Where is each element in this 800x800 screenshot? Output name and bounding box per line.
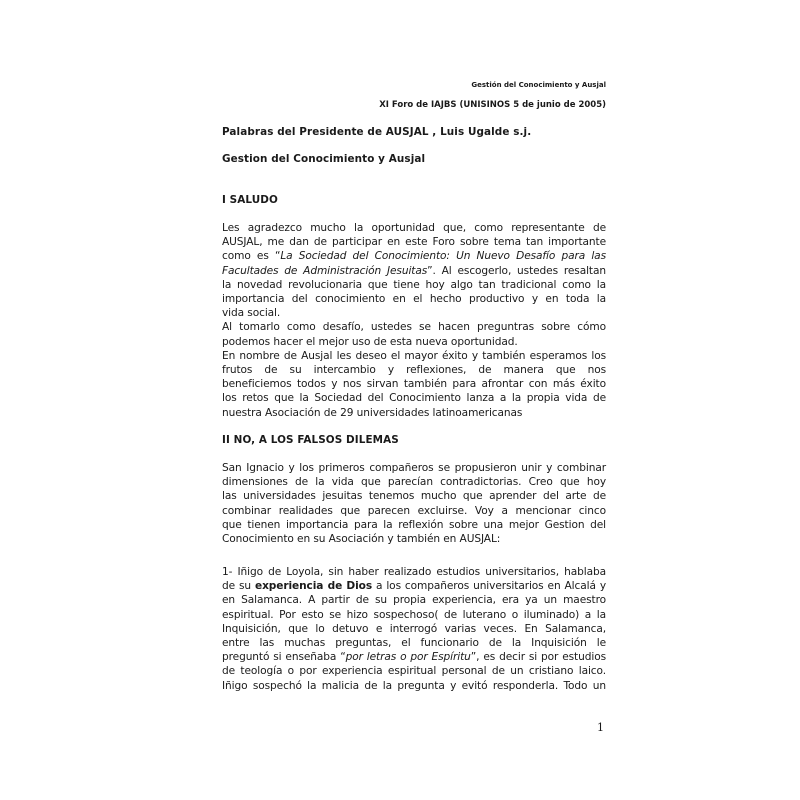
text-run: Iñigo sospechó la malicia de la pregunta y evitó responderla. Todo un — [222, 679, 606, 692]
text-run: preguntó si enseñaba “ — [222, 651, 346, 664]
text-run: Al tomarlo como desafío, ustedes se hacen preguntras sobre cómo — [222, 321, 606, 334]
text-line — [222, 650, 606, 664]
text-line — [222, 636, 606, 650]
text-line — [222, 292, 606, 306]
text-line — [222, 377, 606, 391]
page-number: 1 — [597, 721, 604, 734]
running-header-title: Gestión del Conocimiento y Ausjal — [471, 81, 606, 89]
running-header-event: XI Foro de IAJBS (UNISINOS 5 de junio de 2005) — [379, 100, 606, 110]
text-line — [222, 320, 606, 334]
emphasis-bold: experiencia de Dios — [254, 580, 373, 593]
text-line — [222, 475, 606, 489]
text-run: ”, es decir si por estudios — [470, 651, 606, 664]
text-line — [222, 579, 606, 593]
text-run: la novedad revolucionaria que tiene hoy algo tan tradicional como la — [222, 278, 606, 291]
text-line — [222, 406, 606, 420]
text-line — [222, 565, 606, 579]
text-line — [222, 664, 606, 678]
text-line — [222, 363, 606, 377]
text-run: como es “ — [222, 250, 281, 263]
paragraph-loyola — [222, 565, 606, 693]
text-run: importancia del conocimiento en el hecho productivo y en toda la — [222, 293, 606, 306]
text-line — [222, 622, 606, 636]
text-line — [222, 504, 606, 518]
section-heading-falsos-dilemas: II NO, A LOS FALSOS DILEMAS — [222, 434, 399, 446]
text-run: a los compañeros universitarios en Alcalá y — [372, 580, 606, 593]
text-run: vida social. — [222, 307, 281, 320]
text-line — [222, 679, 606, 693]
text-line — [222, 264, 606, 278]
emphasis-italic: Facultades de Administración Jesuitas — [222, 264, 428, 277]
text-line — [222, 593, 606, 607]
text-line — [222, 518, 606, 532]
text-run: combinar realidades que parecen excluirse. Voy a mencionar cinco — [222, 504, 606, 517]
text-run: que tienen importancia para la reflexión sobre una mejor Gestion del — [222, 518, 606, 531]
text-run: dimensiones de la vida que parecían contradictorias. Creo que hoy — [222, 476, 606, 489]
text-run: en Salamanca. A partir de su propia experiencia, era ya un maestro — [222, 594, 606, 607]
text-run: San Ignacio y los primeros compañeros se propusieron unir y combinar — [222, 462, 606, 474]
text-run: Conocimiento en su Asociación y también en AUSJAL: — [222, 533, 501, 546]
text-line — [222, 335, 606, 349]
text-line — [222, 391, 606, 405]
text-line — [222, 235, 606, 249]
text-run: 1- Iñigo de Loyola, sin haber realizado estudios universitarios, hablaba — [222, 566, 606, 578]
text-line — [222, 608, 606, 622]
text-line — [222, 306, 606, 320]
emphasis-italic: por letras o por Espíritu — [345, 651, 471, 664]
text-run: de su — [222, 580, 255, 593]
text-line — [222, 278, 606, 292]
text-line — [222, 349, 606, 363]
topic-title: Gestion del Conocimiento y Ausjal — [222, 153, 426, 165]
text-line — [222, 221, 606, 235]
emphasis-italic: La Sociedad del Conocimiento: Un Nuevo Desafío para las — [280, 250, 606, 263]
text-run: espiritual. Por esto se hizo sospechoso( de luterano o iluminado) a la — [222, 608, 606, 621]
text-run: ”. Al escogerlo, ustedes resaltan — [427, 264, 606, 277]
text-run: Les agradezco mucho la oportunidad que, como representante de — [222, 222, 606, 234]
text-line — [222, 489, 606, 503]
text-run: de teología o por experiencia espiritual personal de un cristiano laico. — [222, 665, 606, 678]
text-run: nuestra Asociación de 29 universidades latinoamericanas — [222, 406, 523, 419]
paragraph-intro-dilemas — [222, 461, 606, 546]
paragraph-saludo — [222, 221, 606, 420]
section-heading-saludo: I SALUDO — [222, 194, 278, 206]
text-run: En nombre de Ausjal les deseo el mayor éxito y también esperamos los — [222, 349, 606, 362]
text-run: frutos de su intercambio y reflexiones, de manera que nos — [222, 364, 606, 377]
text-run: podemos hacer el mejor uso de esta nueva oportunidad. — [222, 335, 518, 348]
text-line — [222, 249, 606, 263]
text-run: AUSJAL, me dan de participar en este Foro sobre tema tan importante — [222, 236, 606, 249]
text-run: Inquisición, que lo detuvo e interrogó varias veces. En Salamanca, — [222, 622, 606, 635]
speaker-title: Palabras del Presidente de AUSJAL , Luis Ugalde s.j. — [222, 126, 532, 138]
text-run: entre las muchas preguntas, el funcionario de la Inquisición le — [222, 637, 606, 650]
text-line — [222, 532, 606, 546]
text-line — [222, 461, 606, 475]
text-run: beneficiemos todos y nos sirvan también para afrontar con más éxito — [222, 378, 606, 391]
text-run: los retos que la Sociedad del Conocimiento lanza a la propia vida de — [222, 392, 606, 405]
text-run: las universidades jesuitas tenemos mucho que aprender del arte de — [222, 490, 606, 503]
